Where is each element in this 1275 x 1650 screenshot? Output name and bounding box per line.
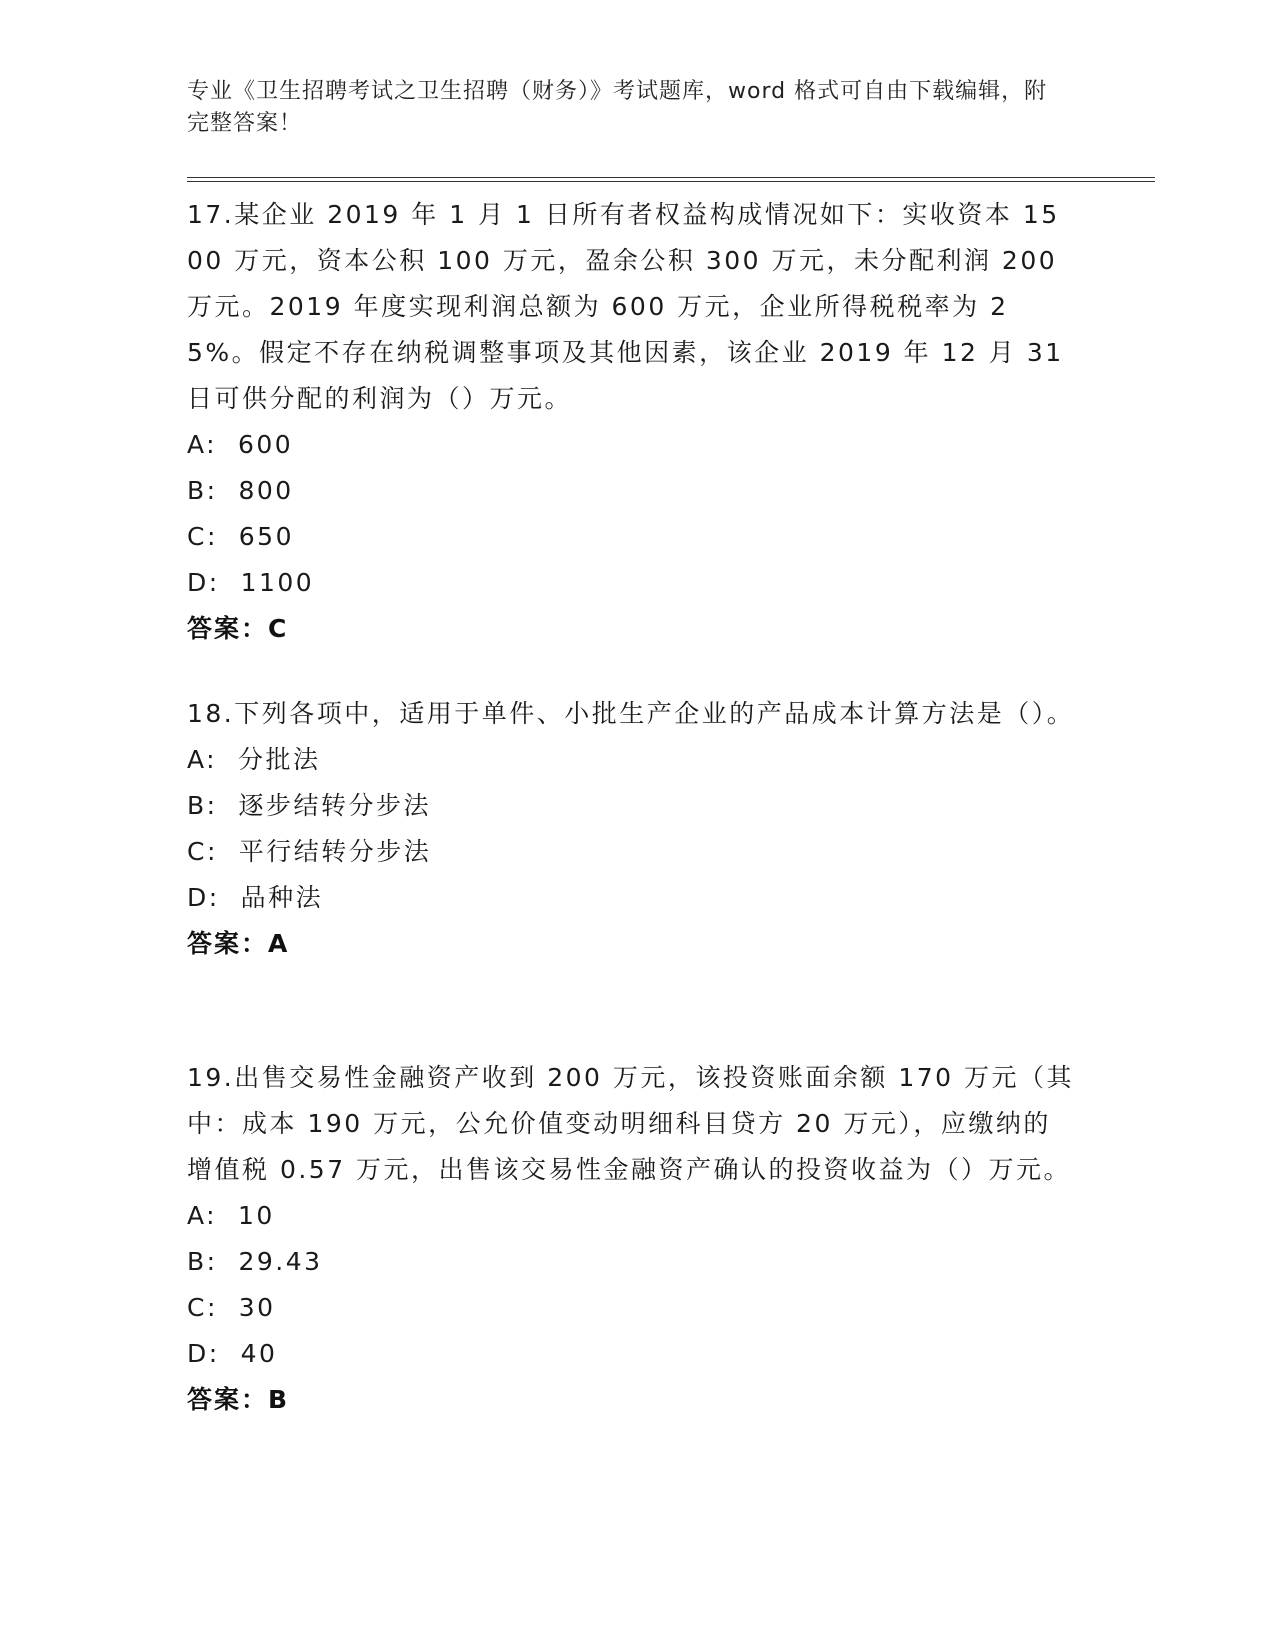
option-d: D: 品种法 — [187, 883, 324, 912]
header-divider-top — [187, 177, 1155, 178]
answer-line: 答案：B — [187, 1385, 290, 1414]
option-a: A: 分批法 — [187, 745, 321, 774]
option-d: D: 1100 — [187, 568, 315, 597]
option-list — [187, 1193, 1077, 1377]
option-a: A: 600 — [187, 430, 294, 459]
option-c: C: 650 — [187, 522, 294, 551]
question-17 — [187, 192, 1077, 652]
question-stem: 17.某企业 2019 年 1 月 1 日所有者权益构成情况如下：实收资本 1500 万元，资本公积 100 万元，盈余公积 300 万元，未分配利润 200 万元。2019 年度实现利润总额为 600 万元，企业所得税税率为 25%。假定不存在纳税调整事项及其他因素，该企业 2019 年 12 月 31 日可供分配的利润为（）万元。 — [187, 200, 1064, 413]
option-c: C: 30 — [187, 1293, 276, 1322]
option-b: B: 逐步结转分步法 — [187, 791, 431, 820]
option-d: D: 40 — [187, 1339, 278, 1368]
option-list — [187, 422, 1077, 606]
question-stem: 18.下列各项中，适用于单件、小批生产企业的产品成本计算方法是（）。 — [187, 699, 1075, 728]
answer-line: 答案：A — [187, 929, 290, 958]
option-c: C: 平行结转分步法 — [187, 837, 432, 866]
answer-line: 答案：C — [187, 614, 289, 643]
question-stem: 19.出售交易性金融资产收到 200 万元，该投资账面余额 170 万元（其中：成本 190 万元，公允价值变动明细科目贷方 20 万元），应缴纳的增值税 0.57 万元，出售该交易性金融资产确认的投资收益为（）万元。 — [187, 1063, 1074, 1184]
option-b: B: 29.43 — [187, 1247, 323, 1276]
question-19 — [187, 1055, 1077, 1423]
option-b: B: 800 — [187, 476, 294, 505]
document-header: 专业《卫生招聘考试之卫生招聘（财务）》考试题库，word 格式可自由下载编辑，附完整答案！ — [187, 79, 1048, 136]
option-a: A: 10 — [187, 1201, 275, 1230]
option-list — [187, 737, 1077, 921]
header-divider-bottom — [187, 181, 1155, 182]
question-18 — [187, 691, 1077, 967]
